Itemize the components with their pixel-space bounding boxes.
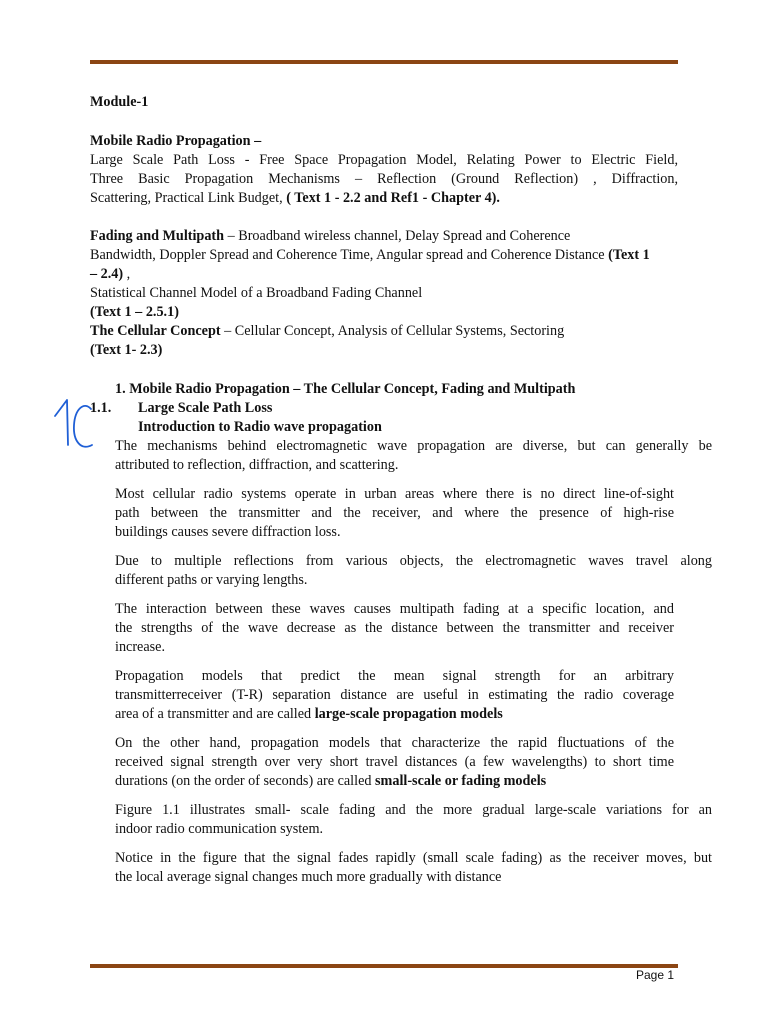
reference-text: – 2.4) [90, 266, 124, 282]
subsection-number: 1.1. [90, 400, 112, 416]
text-line [90, 189, 500, 208]
key-term: small-scale or fading models [375, 773, 547, 789]
text-span: , [123, 266, 131, 282]
text-line: On the other hand, propagation models that characterize the rapid fluctuations of the [115, 735, 674, 751]
text-line: the strengths of the wave decrease as the distance between the transmitter and receiver [115, 620, 674, 636]
intro-heading: Introduction to Radio wave propagation [138, 419, 382, 435]
handwritten-annotation-icon [48, 395, 98, 455]
text-line: buildings causes severe diffraction loss. [115, 524, 341, 540]
header-rule [90, 60, 678, 64]
text-span: durations (on the order of seconds) are called [115, 773, 376, 789]
text-line: Due to multiple reflections from various objects, the electromagnetic waves travel along [115, 553, 712, 569]
text-line [90, 265, 130, 284]
section-heading-propagation: Mobile Radio Propagation – [90, 133, 262, 149]
page-number: Page 1 [636, 968, 675, 982]
text-line: attributed to reflection, diffraction, and scattering. [115, 457, 399, 473]
subsection-title: Large Scale Path Loss [138, 400, 273, 416]
text-line [90, 227, 570, 246]
text-line: increase. [115, 639, 166, 655]
text-line: indoor radio communication system. [115, 821, 324, 837]
text-line: received signal strength over very short travel distances (a few wavelengths) to short time [115, 754, 674, 770]
text-span: – Cellular Concept, Analysis of Cellular Systems, Sectoring [220, 323, 565, 339]
text-line: Large Scale Path Loss - Free Space Propagation Model, Relating Power to Electric Field, [90, 152, 678, 168]
footer-rule [90, 964, 678, 968]
text-line: Figure 1.1 illustrates small- scale fading and the more gradual large-scale variations for an [115, 802, 712, 818]
reference-text: (Text 1- 2.3) [90, 342, 163, 358]
text-line [115, 772, 546, 791]
section-heading-fading: Fading and Multipath [90, 228, 225, 244]
text-line: different paths or varying lengths. [115, 572, 308, 588]
reference-text: (Text 1 [608, 247, 650, 263]
section-heading-cellular: The Cellular Concept [90, 323, 221, 339]
text-line: Most cellular radio systems operate in urban areas where there is no direct line-of-sight [115, 486, 674, 502]
reference-text: (Text 1 – 2.5.1) [90, 304, 179, 320]
text-line [90, 246, 650, 265]
reference-text: ( Text 1 - 2.2 and Ref1 - Chapter 4). [286, 190, 500, 206]
text-line: Notice in the figure that the signal fades rapidly (small scale fading) as the receiver moves, but [115, 850, 712, 866]
text-line [115, 705, 503, 724]
text-span: area of a transmitter and are called [115, 706, 315, 722]
text-span: – Broadband wireless channel, Delay Spread and Coherence [224, 228, 571, 244]
text-line: the local average signal changes much more gradually with distance [115, 869, 502, 885]
chapter-title: 1. Mobile Radio Propagation – The Cellular Concept, Fading and Multipath [115, 381, 576, 397]
text-line: Statistical Channel Model of a Broadband Fading Channel [90, 285, 423, 301]
text-span: Bandwidth, Doppler Spread and Coherence Time, Angular spread and Coherence Distance [90, 247, 605, 263]
module-title: Module-1 [90, 94, 149, 110]
text-line: path between the transmitter and the receiver, and where the presence of high-rise [115, 505, 674, 521]
text-line: The interaction between these waves causes multipath fading at a specific location, and [115, 601, 674, 617]
text-line: Three Basic Propagation Mechanisms – Reflection (Ground Reflection) , Diffraction, [90, 171, 678, 187]
text-line: Propagation models that predict the mean signal strength for an arbitrary [115, 668, 674, 684]
key-term: large-scale propagation models [314, 706, 503, 722]
text-line [90, 322, 564, 341]
text-span: Scattering, Practical Link Budget, [90, 190, 283, 206]
text-line: The mechanisms behind electromagnetic wave propagation are diverse, but can generally be [115, 438, 712, 454]
text-line: transmitterreceiver (T-R) separation distance are useful in estimating the radio coverage [115, 687, 674, 703]
